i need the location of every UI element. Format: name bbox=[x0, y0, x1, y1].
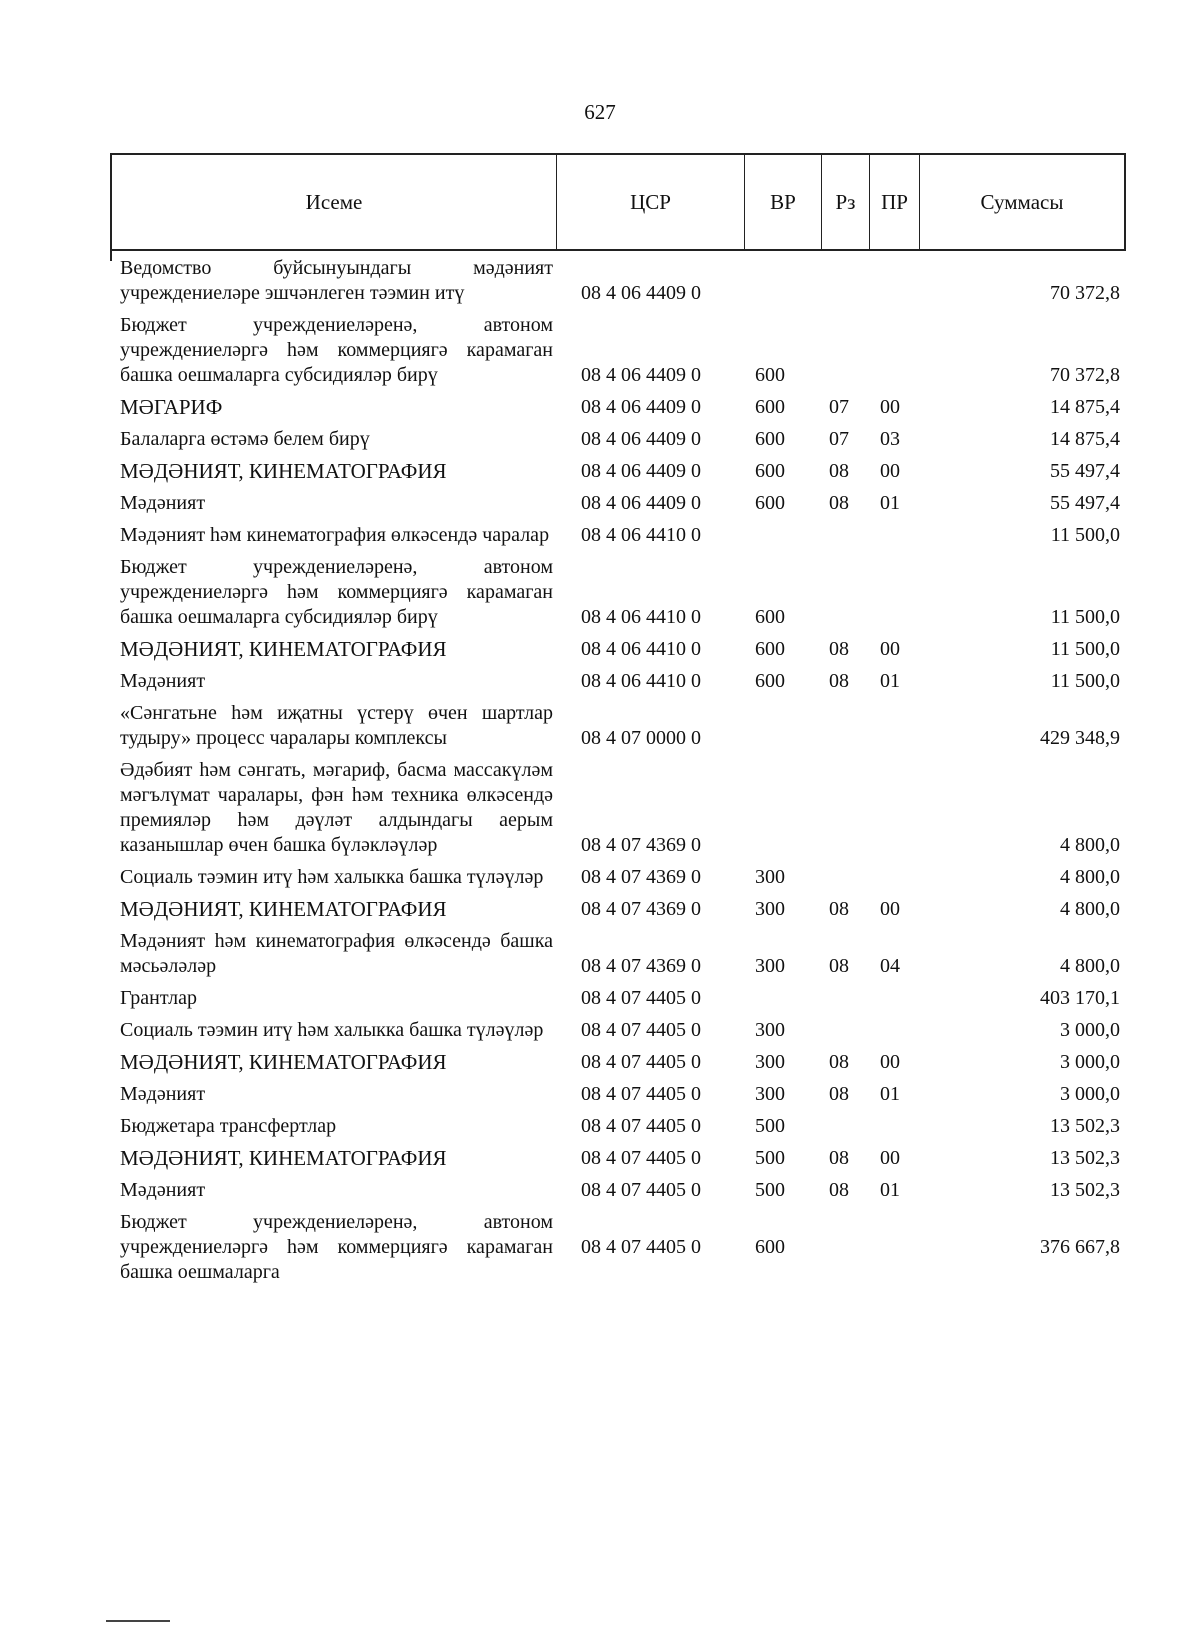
row-sum: 4 800,0 bbox=[1060, 866, 1120, 888]
row-sum: 70 372,8 bbox=[1050, 364, 1120, 386]
header-sum: Суммасы bbox=[980, 189, 1064, 214]
row-sum: 14 875,4 bbox=[1050, 396, 1120, 418]
row-rz: 08 bbox=[829, 638, 849, 660]
row-csr: 08 4 07 4405 0 bbox=[581, 1115, 701, 1137]
table-row bbox=[120, 897, 1120, 922]
table-row bbox=[120, 1114, 1120, 1139]
row-vr: 300 bbox=[755, 955, 785, 977]
row-sum: 13 502,3 bbox=[1050, 1115, 1120, 1137]
row-sum: 11 500,0 bbox=[1050, 524, 1120, 546]
row-rz: 08 bbox=[829, 898, 849, 920]
row-sum: 11 500,0 bbox=[1050, 638, 1120, 660]
row-name: Грантлар bbox=[120, 987, 197, 1009]
table-row bbox=[120, 929, 1120, 979]
row-csr: 08 4 06 4409 0 bbox=[581, 428, 701, 450]
row-name: МӘДӘНИЯТ, КИНЕМАТОГРАФИЯ bbox=[120, 1050, 447, 1074]
table-row bbox=[120, 1210, 1120, 1285]
row-vr: 500 bbox=[755, 1179, 785, 1201]
row-csr: 08 4 07 4369 0 bbox=[581, 955, 701, 977]
row-vr: 600 bbox=[755, 492, 785, 514]
row-rz: 08 bbox=[829, 1147, 849, 1169]
table-row bbox=[120, 459, 1120, 484]
row-csr: 08 4 07 4369 0 bbox=[581, 898, 701, 920]
table-row bbox=[120, 1050, 1120, 1075]
row-vr: 600 bbox=[755, 460, 785, 482]
row-pr: 00 bbox=[880, 898, 900, 920]
table-row bbox=[120, 986, 1120, 1011]
row-vr: 300 bbox=[755, 1051, 785, 1073]
table-row bbox=[120, 637, 1120, 662]
row-sum: 4 800,0 bbox=[1060, 955, 1120, 977]
row-name: МӘГАРИФ bbox=[120, 395, 223, 419]
table-row bbox=[120, 427, 1120, 452]
row-sum: 4 800,0 bbox=[1060, 898, 1120, 920]
row-vr: 600 bbox=[755, 396, 785, 418]
row-name: Мәдәният һәм кинематография өлкәсендә чаралар bbox=[120, 524, 550, 546]
table-row bbox=[120, 491, 1120, 516]
row-name: Мәдәният bbox=[120, 1179, 206, 1201]
row-pr: 01 bbox=[880, 1179, 900, 1201]
row-sum: 11 500,0 bbox=[1050, 606, 1120, 628]
row-vr: 300 bbox=[755, 898, 785, 920]
row-name: Мәдәният һәм кинематография өлкәсендә башка мәсьәләләр bbox=[120, 930, 553, 977]
table-row bbox=[120, 1146, 1120, 1171]
row-name: «Сәнгатьне һәм иҗатны үстерү өчен шартлар тудыру» процесс чаралары комплексы bbox=[120, 702, 553, 749]
table-row bbox=[120, 865, 1120, 890]
table-row bbox=[120, 1178, 1120, 1203]
row-sum: 13 502,3 bbox=[1050, 1179, 1120, 1201]
row-sum: 70 372,8 bbox=[1050, 282, 1120, 304]
row-csr: 08 4 07 4405 0 bbox=[581, 1236, 701, 1258]
row-name: Мәдәният bbox=[120, 670, 206, 692]
table-row bbox=[120, 669, 1120, 694]
row-sum: 429 348,9 bbox=[1040, 727, 1120, 749]
table-row bbox=[120, 701, 1120, 751]
row-name: Мәдәният bbox=[120, 1083, 206, 1105]
row-csr: 08 4 06 4409 0 bbox=[581, 396, 701, 418]
table-header bbox=[110, 153, 1126, 251]
row-pr: 00 bbox=[880, 396, 900, 418]
row-sum: 403 170,1 bbox=[1040, 987, 1120, 1009]
row-name: МӘДӘНИЯТ, КИНЕМАТОГРАФИЯ bbox=[120, 637, 447, 661]
row-csr: 08 4 06 4409 0 bbox=[581, 492, 701, 514]
row-sum: 55 497,4 bbox=[1050, 492, 1120, 514]
row-csr: 08 4 06 4409 0 bbox=[581, 460, 701, 482]
table-border-stub bbox=[110, 251, 112, 261]
header-csr: ЦСР bbox=[557, 155, 745, 249]
row-vr: 600 bbox=[755, 428, 785, 450]
row-csr: 08 4 06 4409 0 bbox=[581, 364, 701, 386]
row-sum: 13 502,3 bbox=[1050, 1147, 1120, 1169]
row-sum: 14 875,4 bbox=[1050, 428, 1120, 450]
row-pr: 01 bbox=[880, 1083, 900, 1105]
row-name: МӘДӘНИЯТ, КИНЕМАТОГРАФИЯ bbox=[120, 459, 447, 483]
row-vr: 600 bbox=[755, 1236, 785, 1258]
header-name: Исеме bbox=[112, 155, 557, 249]
row-rz: 07 bbox=[829, 428, 849, 450]
row-csr: 08 4 07 0000 0 bbox=[581, 727, 701, 749]
row-pr: 01 bbox=[880, 492, 900, 514]
row-csr: 08 4 06 4410 0 bbox=[581, 524, 701, 546]
row-name: МӘДӘНИЯТ, КИНЕМАТОГРАФИЯ bbox=[120, 897, 447, 921]
row-vr: 600 bbox=[755, 638, 785, 660]
table-row bbox=[120, 758, 1120, 858]
header-vr: ВР bbox=[745, 155, 822, 249]
row-csr: 08 4 06 4410 0 bbox=[581, 606, 701, 628]
row-pr: 00 bbox=[880, 460, 900, 482]
row-name: Бюджетара трансфертлар bbox=[120, 1115, 337, 1137]
row-sum: 55 497,4 bbox=[1050, 460, 1120, 482]
row-rz: 08 bbox=[829, 1083, 849, 1105]
row-name: Әдәбият һәм сәнгать, мәгариф, басма массакүләм мәгълүмат чаралары, фән һәм техника өлкәсендә премияләр һәм дәүләт алдындагы аерым казанышлар өчен башка бүләкләүләр bbox=[120, 759, 553, 856]
row-csr: 08 4 07 4369 0 bbox=[581, 834, 701, 856]
row-sum: 3 000,0 bbox=[1060, 1019, 1120, 1041]
row-sum: 4 800,0 bbox=[1060, 834, 1120, 856]
table-row bbox=[120, 395, 1120, 420]
row-rz: 08 bbox=[829, 955, 849, 977]
row-name: Бюджет учреждениеләренә, автоном учреждениеләргә һәм коммерциягә карамаган башка оешмаларга bbox=[120, 1211, 553, 1283]
row-pr: 00 bbox=[880, 638, 900, 660]
row-csr: 08 4 06 4409 0 bbox=[581, 282, 701, 304]
row-rz: 08 bbox=[829, 670, 849, 692]
page-number: 627 bbox=[584, 100, 616, 124]
row-pr: 00 bbox=[880, 1147, 900, 1169]
row-name: Ведомство буйсынуындагы мәдәният учреждениеләре эшчәнлеген тәэмин итү bbox=[120, 257, 553, 304]
row-vr: 600 bbox=[755, 670, 785, 692]
table-body bbox=[120, 256, 1120, 1292]
header-pr: ПР bbox=[870, 155, 920, 249]
row-vr: 500 bbox=[755, 1115, 785, 1137]
row-name: Бюджет учреждениеләренә, автоном учреждениеләргә һәм коммерциягә карамаган башка оешмаларга субсидияләр бирү bbox=[120, 314, 553, 386]
row-name: Мәдәният bbox=[120, 492, 206, 514]
row-name: МӘДӘНИЯТ, КИНЕМАТОГРАФИЯ bbox=[120, 1146, 447, 1170]
row-name: Социаль тәэмин итү һәм халыкка башка түләүләр bbox=[120, 1019, 544, 1041]
row-vr: 500 bbox=[755, 1147, 785, 1169]
row-rz: 08 bbox=[829, 492, 849, 514]
row-csr: 08 4 07 4405 0 bbox=[581, 1019, 701, 1041]
row-sum: 3 000,0 bbox=[1060, 1051, 1120, 1073]
row-vr: 300 bbox=[755, 1083, 785, 1105]
row-sum: 376 667,8 bbox=[1040, 1236, 1120, 1258]
row-csr: 08 4 06 4410 0 bbox=[581, 638, 701, 660]
row-pr: 04 bbox=[880, 955, 900, 977]
table-row bbox=[120, 1082, 1120, 1107]
row-vr: 600 bbox=[755, 606, 785, 628]
table-row bbox=[120, 1018, 1120, 1043]
row-pr: 00 bbox=[880, 1051, 900, 1073]
row-rz: 08 bbox=[829, 1179, 849, 1201]
row-csr: 08 4 07 4405 0 bbox=[581, 1147, 701, 1169]
row-csr: 08 4 07 4405 0 bbox=[581, 1083, 701, 1105]
row-name: Бюджет учреждениеләренә, автоном учреждениеләргә һәм коммерциягә карамаган башка оешмаларга субсидияләр бирү bbox=[120, 556, 553, 628]
row-csr: 08 4 06 4410 0 bbox=[581, 670, 701, 692]
row-vr: 600 bbox=[755, 364, 785, 386]
row-vr: 300 bbox=[755, 1019, 785, 1041]
row-name: Балаларга өстәмә белем бирү bbox=[120, 428, 370, 450]
footnote-rule bbox=[106, 1620, 170, 1622]
row-rz: 07 bbox=[829, 396, 849, 418]
row-rz: 08 bbox=[829, 460, 849, 482]
row-sum: 3 000,0 bbox=[1060, 1083, 1120, 1105]
row-rz: 08 bbox=[829, 1051, 849, 1073]
row-pr: 03 bbox=[880, 428, 900, 450]
table-row bbox=[120, 313, 1120, 388]
table-row bbox=[120, 256, 1120, 306]
row-csr: 08 4 07 4369 0 bbox=[581, 866, 701, 888]
row-pr: 01 bbox=[880, 670, 900, 692]
table-row bbox=[120, 555, 1120, 630]
row-csr: 08 4 07 4405 0 bbox=[581, 1051, 701, 1073]
row-csr: 08 4 07 4405 0 bbox=[581, 987, 701, 1009]
table-row bbox=[120, 523, 1120, 548]
header-rz: Рз bbox=[822, 155, 870, 249]
row-csr: 08 4 07 4405 0 bbox=[581, 1179, 701, 1201]
row-sum: 11 500,0 bbox=[1050, 670, 1120, 692]
row-vr: 300 bbox=[755, 866, 785, 888]
row-name: Социаль тәэмин итү һәм халыкка башка түләүләр bbox=[120, 866, 544, 888]
